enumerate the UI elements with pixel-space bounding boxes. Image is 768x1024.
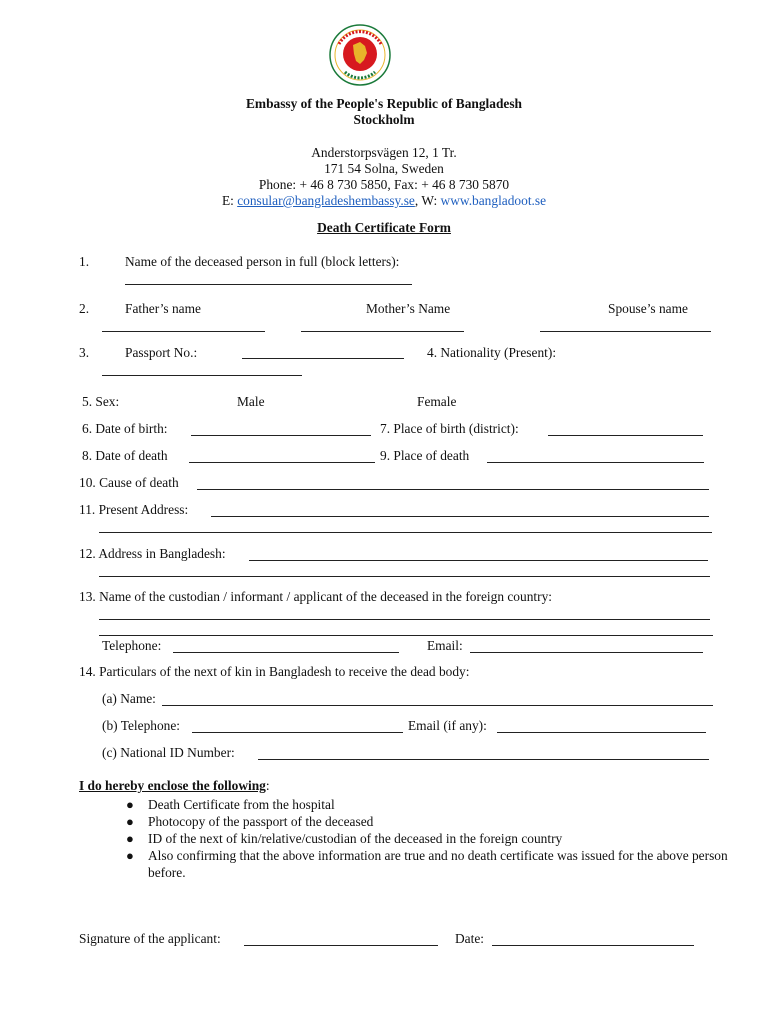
nationality-label: 4. Nationality (Present): (427, 345, 557, 360)
field-1-number: 1. (79, 254, 90, 269)
birthplace-label: 7. Place of birth (district): (380, 421, 519, 436)
bullet-icon: ● (126, 797, 134, 812)
field-2-number: 2. (79, 301, 90, 316)
kin-national-id-line[interactable] (258, 759, 709, 760)
bullet-icon: ● (126, 848, 134, 863)
enclosure-list (126, 796, 726, 881)
website-link[interactable]: www.bangladoot.se (440, 193, 547, 208)
cause-of-death-label: 10. Cause of death (79, 475, 179, 490)
kin-email-line[interactable] (497, 732, 706, 733)
email-link[interactable]: consular@bangladeshembassy.se (237, 193, 415, 208)
list-item (126, 847, 728, 881)
custodian-label: 13. Name of the custodian / informant / applicant of the deceased in the foreign country: (79, 589, 552, 604)
present-address-label: 11. Present Address: (79, 502, 189, 517)
date-of-death-label: 8. Date of death (82, 448, 168, 463)
form-title: Death Certificate Form (317, 220, 451, 235)
deceased-name-line[interactable] (125, 284, 412, 285)
bullet-icon: ● (126, 831, 134, 846)
embassy-name: Embassy of the People's Republic of Bangladesh (245, 96, 523, 111)
place-of-death-label: 9. Place of death (380, 448, 470, 463)
present-address-line-2[interactable] (99, 532, 712, 533)
custodian-name-line-2[interactable] (99, 635, 713, 636)
list-item (126, 830, 726, 847)
cause-of-death-line[interactable] (197, 489, 709, 490)
bangladesh-address-line-1[interactable] (249, 560, 708, 561)
dob-line[interactable] (191, 435, 371, 436)
bangladesh-address-line-2[interactable] (99, 576, 710, 577)
kin-telephone-label: (b) Telephone: (102, 718, 181, 733)
passport-line[interactable] (242, 358, 404, 359)
phone-fax-line: Phone: + 46 8 730 5850, Fax: + 46 8 730 5870 (258, 177, 510, 192)
address-line-1: Anderstorpsvägen 12, 1 Tr. (311, 145, 457, 160)
date-label: Date: (455, 931, 484, 946)
field-1-label: Name of the deceased person in full (block letters): (125, 254, 400, 269)
bullet-icon: ● (126, 814, 134, 829)
date-of-death-line[interactable] (189, 462, 375, 463)
date-line[interactable] (492, 945, 694, 946)
enclosure-item-1: Death Certificate from the hospital (148, 797, 335, 812)
kin-name-label: (a) Name: (102, 691, 156, 706)
list-item (126, 813, 726, 830)
enclosure-heading (79, 778, 270, 794)
father-name-label: Father’s name (125, 301, 201, 316)
sex-label: 5. Sex: (82, 394, 120, 409)
custodian-telephone-label: Telephone: (102, 638, 162, 653)
web-prefix: , W: (414, 193, 441, 208)
custodian-email-label: Email: (427, 638, 463, 653)
birthplace-line[interactable] (548, 435, 703, 436)
spouse-name-line[interactable] (540, 331, 711, 332)
present-address-line-1[interactable] (211, 516, 709, 517)
kin-email-label: Email (if any): (408, 718, 487, 733)
custodian-telephone-line[interactable] (173, 652, 399, 653)
nationality-line[interactable] (102, 375, 302, 376)
enclosure-heading-text: I do hereby enclose the following (79, 778, 266, 793)
list-item (126, 796, 726, 813)
email-prefix: E: (221, 193, 238, 208)
father-name-line[interactable] (102, 331, 265, 332)
kin-national-id-label: (c) National ID Number: (102, 745, 235, 760)
enclosure-item-3: ID of the next of kin/relative/custodian of the deceased in the foreign country (148, 831, 563, 846)
contact-line (0, 193, 768, 209)
sex-male-option[interactable]: Male (237, 394, 265, 409)
bangladesh-address-label: 12. Address in Bangladesh: (79, 546, 226, 561)
kin-name-line[interactable] (162, 705, 713, 706)
dob-label: 6. Date of birth: (82, 421, 168, 436)
signature-label: Signature of the applicant: (79, 931, 221, 946)
address-line-2: 171 54 Solna, Sweden (324, 161, 444, 176)
enclosure-item-2: Photocopy of the passport of the deceased (148, 814, 374, 829)
sex-female-option[interactable]: Female (417, 394, 457, 409)
spouse-name-label: Spouse’s name (608, 301, 688, 316)
place-of-death-line[interactable] (487, 462, 704, 463)
enclosure-heading-colon: : (265, 778, 270, 793)
passport-label: Passport No.: (125, 345, 198, 360)
field-3-number: 3. (79, 345, 90, 360)
mother-name-label: Mother’s Name (366, 301, 451, 316)
custodian-name-line[interactable] (99, 619, 710, 620)
enclosure-item-4: Also confirming that the above information are true and no death certificate was issued for the above person before. (148, 848, 728, 880)
government-seal-emblem (329, 24, 391, 86)
custodian-email-line[interactable] (470, 652, 703, 653)
embassy-city: Stockholm (353, 112, 415, 127)
signature-line[interactable] (244, 945, 438, 946)
mother-name-line[interactable] (301, 331, 464, 332)
kin-telephone-line[interactable] (192, 732, 403, 733)
next-of-kin-label: 14. Particulars of the next of kin in Bangladesh to receive the dead body: (79, 664, 470, 679)
